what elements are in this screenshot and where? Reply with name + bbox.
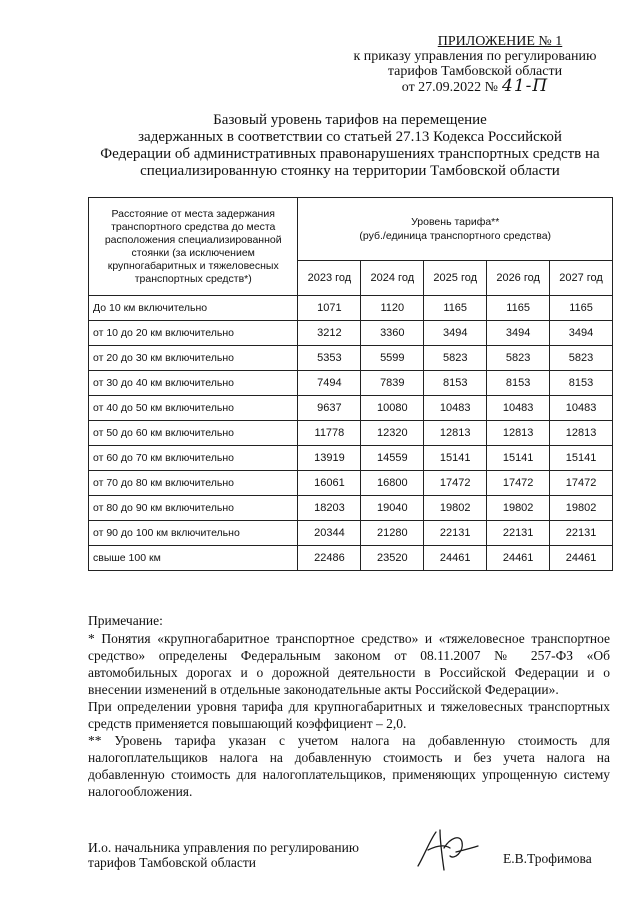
signatory-position-line-2: тарифов Тамбовской области [88, 855, 256, 870]
tariff-value-cell: 8153 [487, 371, 550, 396]
tariff-value-cell: 5599 [361, 346, 424, 371]
tariff-value-cell: 15141 [487, 446, 550, 471]
tariff-level-header-line-1: Уровень тарифа** [411, 216, 500, 228]
tariff-value-cell: 19802 [550, 496, 613, 521]
table-row [89, 371, 613, 396]
tariff-value-cell: 5823 [424, 346, 487, 371]
tariff-value-cell: 1165 [550, 296, 613, 321]
tariff-table [88, 197, 613, 571]
tariff-value-cell: 7839 [361, 371, 424, 396]
table-row [89, 321, 613, 346]
tariff-value-cell: 1165 [424, 296, 487, 321]
tariff-value-cell: 5353 [298, 346, 361, 371]
tariff-value-cell: 10483 [487, 396, 550, 421]
year-header: 2023 год [298, 261, 361, 296]
year-header: 2027 год [550, 261, 613, 296]
tariff-value-cell: 1120 [361, 296, 424, 321]
tariff-value-cell: 3494 [424, 321, 487, 346]
tariff-value-cell: 16061 [298, 471, 361, 496]
tariff-value-cell: 5823 [487, 346, 550, 371]
tariff-value-cell: 12813 [487, 421, 550, 446]
note-oversized-definition: * Понятия «крупногабаритное транспортное средство» и «тяжеловесное транспортное средство» определены Федеральным законом от 08.11.2007 № 257-ФЗ «Об автомобильных дорогах и о дорожной деятельности в Российской Федерации и о внесении изменений в отдельные законодательные акты Российской Федерации». [88, 631, 610, 697]
notes-label: Примечание: [88, 613, 163, 628]
table-row [89, 296, 613, 321]
tariff-value-cell: 3494 [487, 321, 550, 346]
annex-date: от 27.09.2022 № [401, 80, 499, 95]
distance-header: Расстояние от места задержания транспортного средства до места расположения специализированной стоянки (за исключением крупногабаритных и тяжеловесных транспортных средств*) [89, 198, 298, 296]
tariff-value-cell: 13919 [298, 446, 361, 471]
year-header: 2024 год [361, 261, 424, 296]
tariff-value-cell: 19802 [487, 496, 550, 521]
title-line-2: задержанных в соответствии со статьей 27.13 Кодекса Российской [138, 129, 562, 145]
table-row [89, 546, 613, 571]
order-number-handwritten: 41-П [502, 76, 549, 96]
tariff-value-cell: 14559 [361, 446, 424, 471]
distance-cell: от 70 до 80 км включительно [89, 471, 298, 496]
tariff-value-cell: 17472 [424, 471, 487, 496]
tariff-value-cell: 3494 [550, 321, 613, 346]
distance-cell: от 90 до 100 км включительно [89, 521, 298, 546]
annex-heading: ПРИЛОЖЕНИЕ № 1 [437, 34, 563, 49]
year-header: 2026 год [487, 261, 550, 296]
tariff-value-cell: 24461 [424, 546, 487, 571]
distance-cell: от 40 до 50 км включительно [89, 396, 298, 421]
title-line-1: Базовый уровень тарифов на перемещение [213, 112, 487, 128]
tariff-value-cell: 11778 [298, 421, 361, 446]
tariff-value-cell: 5823 [550, 346, 613, 371]
annex-date-line [330, 76, 620, 96]
tariff-value-cell: 22131 [424, 521, 487, 546]
tariff-value-cell: 1071 [298, 296, 361, 321]
handwritten-signature [410, 826, 482, 872]
tariff-value-cell: 19040 [361, 496, 424, 521]
tariff-value-cell: 22486 [298, 546, 361, 571]
tariff-value-cell: 1165 [487, 296, 550, 321]
note-coefficient: При определении уровня тарифа для крупногабаритных и тяжеловесных транспортных средств применяется повышающий коэффициент – 2,0. [88, 699, 610, 731]
tariff-value-cell: 12813 [550, 421, 613, 446]
tariff-value-cell: 10080 [361, 396, 424, 421]
tariff-value-cell: 3212 [298, 321, 361, 346]
table-row [89, 471, 613, 496]
table-row [89, 521, 613, 546]
signatory-name: Е.В.Трофимова [503, 851, 592, 866]
tariff-value-cell: 12813 [424, 421, 487, 446]
annex-line-1: к приказу управления по регулированию [353, 49, 597, 64]
tariff-value-cell: 15141 [424, 446, 487, 471]
tariff-value-cell: 20344 [298, 521, 361, 546]
tariff-value-cell: 24461 [550, 546, 613, 571]
tariff-level-header-line-2: (руб./единица транспортного средства) [359, 230, 552, 242]
distance-cell: До 10 км включительно [89, 296, 298, 321]
tariff-value-cell: 22131 [550, 521, 613, 546]
tariff-table-body [89, 296, 613, 571]
tariff-value-cell: 18203 [298, 496, 361, 521]
tariff-value-cell: 17472 [487, 471, 550, 496]
distance-cell: от 80 до 90 км включительно [89, 496, 298, 521]
tariff-value-cell: 10483 [550, 396, 613, 421]
distance-cell: от 20 до 30 км включительно [89, 346, 298, 371]
signatory-position [88, 840, 408, 870]
title-line-4: специализированную стоянку на территории Тамбовской области [140, 163, 560, 179]
tariff-value-cell: 9637 [298, 396, 361, 421]
note-vat: ** Уровень тарифа указан с учетом налога на добавленную стоимость для налогоплательщиков налога на добавленную стоимость и без учета налога на добавленную стоимость для налогоплательщиков, применяющих упрощенную систему налогообложения. [88, 733, 610, 799]
table-row [89, 496, 613, 521]
tariff-value-cell: 22131 [487, 521, 550, 546]
distance-cell: свыше 100 км [89, 546, 298, 571]
tariff-value-cell: 19802 [424, 496, 487, 521]
tariff-value-cell: 7494 [298, 371, 361, 396]
tariff-value-cell: 21280 [361, 521, 424, 546]
annex-block [330, 34, 620, 95]
tariff-value-cell: 10483 [424, 396, 487, 421]
annex-line-2: тарифов Тамбовской области [387, 64, 563, 79]
tariff-value-cell: 17472 [550, 471, 613, 496]
table-row [89, 346, 613, 371]
table-row [89, 396, 613, 421]
distance-cell: от 60 до 70 км включительно [89, 446, 298, 471]
year-header: 2025 год [424, 261, 487, 296]
tariff-value-cell: 8153 [550, 371, 613, 396]
tariff-value-cell: 16800 [361, 471, 424, 496]
tariff-value-cell: 23520 [361, 546, 424, 571]
table-row [89, 446, 613, 471]
tariff-value-cell: 3360 [361, 321, 424, 346]
distance-cell: от 10 до 20 км включительно [89, 321, 298, 346]
distance-cell: от 30 до 40 км включительно [89, 371, 298, 396]
tariff-value-cell: 8153 [424, 371, 487, 396]
document-title [80, 112, 620, 180]
title-line-3: Федерации об административных правонарушениях транспортных средств на [100, 146, 600, 162]
table-row [89, 421, 613, 446]
signatory-position-line-1: И.о. начальника управления по регулированию [88, 840, 359, 855]
tariff-value-cell: 24461 [487, 546, 550, 571]
tariff-level-header [298, 198, 613, 261]
tariff-value-cell: 15141 [550, 446, 613, 471]
distance-cell: от 50 до 60 км включительно [89, 421, 298, 446]
notes-block [88, 612, 610, 800]
tariff-value-cell: 12320 [361, 421, 424, 446]
